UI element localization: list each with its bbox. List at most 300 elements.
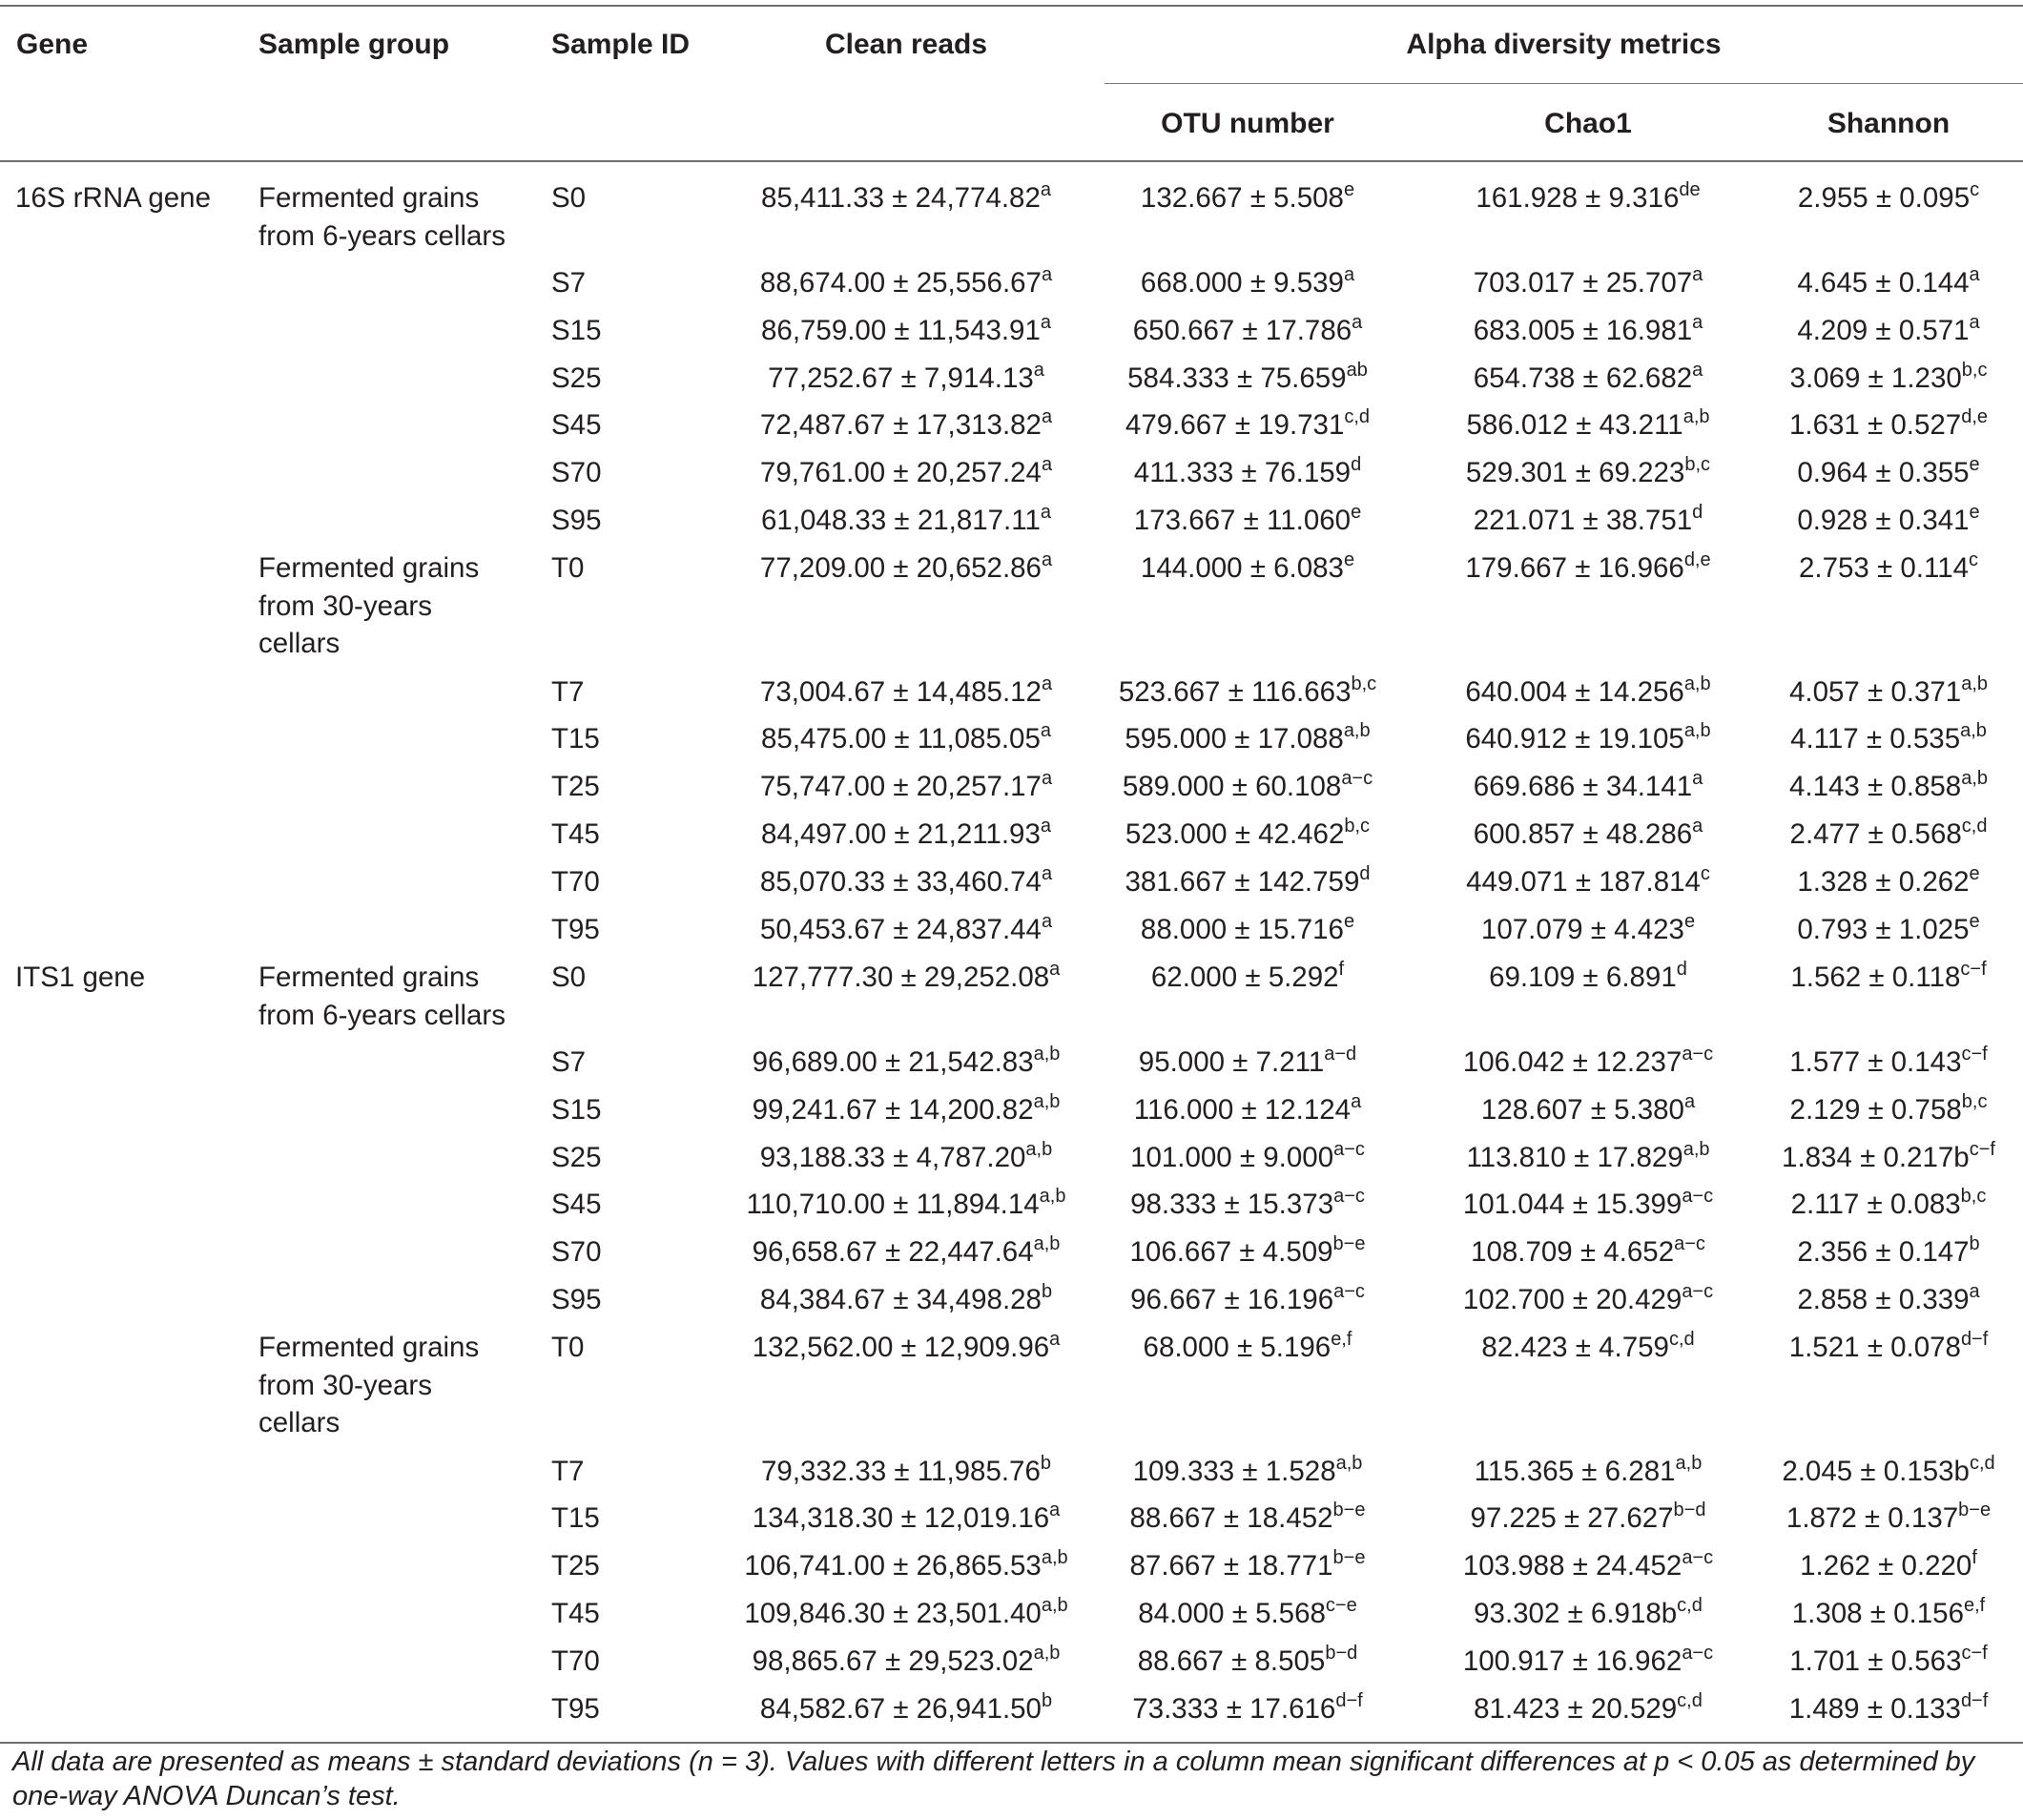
otu-number-cell <box>1104 1139 1391 1177</box>
clean-reads-cell-significance-letter: a <box>1041 673 1053 695</box>
clean-reads-cell-significance-letter: a <box>1049 1499 1061 1521</box>
shannon-cell-value: 2.117 ± 0.083 <box>1790 1189 1961 1220</box>
shannon-cell <box>1745 911 2023 949</box>
chao1-cell-significance-letter: a <box>1683 1091 1696 1113</box>
chao1-cell-significance-letter: d <box>1692 502 1703 524</box>
chao1-cell-significance-letter: d <box>1676 959 1687 981</box>
otu-number-cell <box>1104 502 1391 540</box>
shannon-cell <box>1745 454 2023 492</box>
chao1-cell-significance-letter: e <box>1683 911 1696 933</box>
otu-number-cell-value: 668.000 ± 9.539 <box>1140 267 1344 299</box>
shannon-cell-value: 2.129 ± 0.758 <box>1789 1094 1962 1126</box>
chao1-cell-significance-letter: c <box>1700 863 1710 885</box>
alpha-group-underline <box>1104 83 2023 84</box>
chao1-cell <box>1421 673 1755 712</box>
shannon-cell-value: 1.562 ± 0.118 <box>1790 962 1961 993</box>
shannon-cell <box>1745 1595 2023 1633</box>
sample-id: T45 <box>551 1598 600 1629</box>
clean-reads-cell-significance-letter: a <box>1041 768 1053 790</box>
sample-id: T95 <box>551 914 600 945</box>
otu-number-cell-significance-letter: a,b <box>1343 720 1371 742</box>
chao1-cell-value: 82.423 ± 4.759 <box>1481 1332 1669 1363</box>
chao1-cell-value: 103.988 ± 24.452 <box>1462 1550 1682 1582</box>
chao1-cell-significance-letter: c,d <box>1677 1690 1703 1712</box>
otu-number-cell-significance-letter: a−d <box>1324 1044 1357 1065</box>
shannon-cell-significance-letter: e <box>1969 454 1980 476</box>
chao1-cell-significance-letter: a−c <box>1682 1186 1714 1208</box>
otu-number-cell-value: 98.333 ± 15.373 <box>1130 1189 1334 1220</box>
gene-label: ITS1 gene <box>15 962 146 993</box>
shannon-cell <box>1745 1139 2023 1177</box>
shannon-cell-value: 2.753 ± 0.114 <box>1798 552 1970 584</box>
chao1-cell <box>1421 1281 1755 1319</box>
chao1-cell <box>1421 1499 1755 1538</box>
clean-reads-cell-value: 86,759.00 ± 11,543.91 <box>761 315 1041 346</box>
otu-number-cell-value: 523.667 ± 116.663 <box>1118 676 1352 708</box>
chao1-cell <box>1421 1139 1755 1177</box>
clean-reads-cell <box>734 959 1078 997</box>
chao1-cell <box>1421 1643 1755 1681</box>
shannon-cell <box>1745 264 2023 302</box>
otu-number-cell <box>1104 406 1391 445</box>
clean-reads-cell <box>734 360 1078 398</box>
otu-number-cell <box>1104 959 1391 997</box>
shannon-cell-significance-letter: c−f <box>1960 959 1987 981</box>
shannon-cell-value: 4.645 ± 0.144 <box>1797 267 1970 299</box>
otu-number-cell <box>1104 1643 1391 1681</box>
clean-reads-cell-value: 88,674.00 ± 25,556.67 <box>759 267 1042 299</box>
sample-id: T25 <box>551 771 600 802</box>
shannon-cell-significance-letter: e <box>1969 502 1980 524</box>
shannon-cell-significance-letter: c <box>1970 179 1980 201</box>
chao1-cell-significance-letter: c,d <box>1668 1329 1695 1351</box>
shannon-cell-significance-letter: c−f <box>1961 1044 1988 1065</box>
chao1-cell-value: 654.738 ± 62.682 <box>1473 362 1693 394</box>
shannon-cell-significance-letter: a,b <box>1961 673 1989 695</box>
otu-number-cell-value: 411.333 ± 76.159 <box>1133 457 1352 488</box>
otu-number-cell-significance-letter: a <box>1352 312 1363 334</box>
clean-reads-cell-value: 85,070.33 ± 33,460.74 <box>759 866 1042 898</box>
chao1-cell-value: 108.709 ± 4.652 <box>1471 1236 1675 1268</box>
top-rule <box>0 5 2023 7</box>
chao1-cell <box>1421 863 1755 901</box>
otu-number-cell-value: 88.667 ± 8.505 <box>1137 1645 1326 1677</box>
clean-reads-cell <box>734 502 1078 540</box>
otu-number-cell <box>1104 1547 1391 1585</box>
clean-reads-cell <box>734 1044 1078 1082</box>
otu-number-cell-value: 479.667 ± 19.731 <box>1125 409 1345 441</box>
chao1-cell-value: 640.004 ± 14.256 <box>1465 676 1684 708</box>
otu-number-cell-significance-letter: b,c <box>1344 816 1371 838</box>
chao1-cell-value: 600.857 ± 48.286 <box>1473 818 1693 850</box>
shannon-cell-significance-letter: b−e <box>1958 1499 1992 1521</box>
shannon-cell <box>1745 1499 2023 1538</box>
sample-id: T70 <box>551 1645 600 1677</box>
clean-reads-cell-significance-letter: a,b <box>1041 1595 1068 1617</box>
chao1-cell-value: 100.917 ± 16.962 <box>1462 1645 1682 1677</box>
chao1-cell-value: 221.071 ± 38.751 <box>1473 505 1693 536</box>
chao1-cell-value: 586.012 ± 43.211 <box>1466 409 1683 441</box>
sample-id: T7 <box>551 1456 585 1487</box>
clean-reads-cell-value: 99,241.67 ± 14,200.82 <box>752 1094 1034 1126</box>
clean-reads-cell <box>734 1595 1078 1633</box>
clean-reads-cell-significance-letter: a,b <box>1033 1643 1061 1665</box>
header-shannon: Shannon <box>1827 108 1951 139</box>
shannon-cell <box>1745 1643 2023 1681</box>
sample-id: S0 <box>551 962 587 993</box>
clean-reads-cell <box>734 1281 1078 1319</box>
shannon-cell-value: 1.872 ± 0.137 <box>1786 1502 1959 1534</box>
otu-number-cell <box>1104 1329 1391 1367</box>
chao1-cell-value: 115.365 ± 6.281 <box>1474 1456 1676 1487</box>
header-sample-group: Sample group <box>258 29 450 60</box>
sample-id: T15 <box>551 1502 600 1534</box>
shannon-cell-value: 0.928 ± 0.341 <box>1797 505 1970 536</box>
shannon-cell-value: 2.356 ± 0.147 <box>1797 1236 1970 1268</box>
clean-reads-cell <box>734 673 1078 712</box>
clean-reads-cell <box>734 179 1078 217</box>
otu-number-cell <box>1104 179 1391 217</box>
chao1-cell-significance-letter: a,b <box>1683 673 1711 695</box>
otu-number-cell <box>1104 720 1391 758</box>
clean-reads-cell <box>734 816 1078 854</box>
shannon-cell <box>1745 816 2023 854</box>
shannon-cell-significance-letter: c,d <box>1961 816 1988 838</box>
chao1-cell <box>1421 1690 1755 1728</box>
chao1-cell <box>1421 406 1755 445</box>
clean-reads-cell-significance-letter: a,b <box>1033 1091 1061 1113</box>
shannon-cell <box>1745 312 2023 350</box>
chao1-cell-value: 703.017 ± 25.707 <box>1473 267 1693 299</box>
clean-reads-cell-significance-letter: a <box>1041 911 1053 933</box>
chao1-cell <box>1421 454 1755 492</box>
clean-reads-cell <box>734 406 1078 445</box>
clean-reads-cell-value: 61,048.33 ± 21,817.11 <box>761 505 1041 536</box>
otu-number-cell <box>1104 1690 1391 1728</box>
shannon-cell-value: 2.045 ± 0.153b <box>1782 1456 1970 1487</box>
otu-number-cell <box>1104 1453 1391 1491</box>
clean-reads-cell <box>734 768 1078 806</box>
otu-number-cell <box>1104 312 1391 350</box>
sample-id: S0 <box>551 182 587 214</box>
shannon-cell-significance-letter: d−f <box>1960 1329 1989 1351</box>
otu-number-cell-value: 88.000 ± 15.716 <box>1140 914 1344 945</box>
shannon-cell <box>1745 1044 2023 1082</box>
chao1-cell-significance-letter: a,b <box>1682 1139 1710 1161</box>
clean-reads-cell-value: 127,777.30 ± 29,252.08 <box>752 962 1050 993</box>
clean-reads-cell-significance-letter: a <box>1041 863 1053 885</box>
clean-reads-cell-significance-letter: a <box>1040 816 1051 838</box>
clean-reads-cell-significance-letter: a <box>1040 720 1051 742</box>
clean-reads-cell-value: 79,332.33 ± 11,985.76 <box>761 1456 1041 1487</box>
shannon-cell-significance-letter: a,b <box>1960 720 1987 742</box>
chao1-cell-significance-letter: de <box>1679 179 1701 201</box>
clean-reads-cell-value: 79,761.00 ± 20,257.24 <box>759 457 1042 488</box>
shannon-cell <box>1745 179 2023 217</box>
otu-number-cell-value: 62.000 ± 5.292 <box>1150 962 1339 993</box>
chao1-cell-significance-letter: a <box>1692 312 1703 334</box>
clean-reads-cell-value: 134,318.30 ± 12,019.16 <box>752 1502 1050 1534</box>
shannon-cell-significance-letter: c,d <box>1969 1453 1995 1475</box>
clean-reads-cell-significance-letter: a <box>1040 179 1051 201</box>
clean-reads-cell-significance-letter: a <box>1033 360 1044 382</box>
chao1-cell-value: 107.079 ± 4.423 <box>1480 914 1684 945</box>
sample-id: T45 <box>551 818 600 850</box>
shannon-cell-value: 2.858 ± 0.339 <box>1797 1284 1970 1315</box>
clean-reads-cell-significance-letter: a <box>1041 264 1053 286</box>
header-otu-number: OTU number <box>1161 108 1334 139</box>
clean-reads-cell-value: 77,252.67 ± 7,914.13 <box>768 362 1034 394</box>
clean-reads-cell <box>734 1643 1078 1681</box>
otu-number-cell-significance-letter: d−f <box>1335 1690 1363 1712</box>
chao1-cell <box>1421 1233 1755 1272</box>
otu-number-cell-value: 381.667 ± 142.759 <box>1125 866 1360 898</box>
shannon-cell <box>1745 1547 2023 1585</box>
clean-reads-cell <box>734 1690 1078 1728</box>
clean-reads-cell-value: 84,384.67 ± 34,498.28 <box>759 1284 1042 1315</box>
shannon-cell <box>1745 1690 2023 1728</box>
sample-id: T0 <box>551 1332 585 1363</box>
chao1-cell <box>1421 1453 1755 1491</box>
chao1-cell <box>1421 549 1755 588</box>
otu-number-cell-value: 144.000 ± 6.083 <box>1140 552 1344 584</box>
clean-reads-cell-value: 73,004.67 ± 14,485.12 <box>759 676 1042 708</box>
chao1-cell-significance-letter: a,b <box>1682 406 1710 428</box>
otu-number-cell <box>1104 911 1391 949</box>
chao1-cell-value: 69.109 ± 6.891 <box>1489 962 1677 993</box>
chao1-cell <box>1421 911 1755 949</box>
otu-number-cell-value: 523.000 ± 42.462 <box>1125 818 1345 850</box>
otu-number-cell-significance-letter: b−e <box>1332 1233 1366 1255</box>
otu-number-cell <box>1104 1281 1391 1319</box>
bottom-rule <box>0 1742 2023 1744</box>
header-alpha-diversity: Alpha diversity metrics <box>1406 29 1722 60</box>
clean-reads-cell-value: 72,487.67 ± 17,313.82 <box>759 409 1042 441</box>
chao1-cell-value: 106.042 ± 12.237 <box>1462 1046 1682 1078</box>
clean-reads-cell-value: 110,710.00 ± 11,894.14 <box>746 1189 1040 1220</box>
otu-number-cell-significance-letter: a−c <box>1333 1186 1365 1208</box>
sample-group-label: Fermented grains from 6-years cellars <box>258 182 506 252</box>
clean-reads-cell <box>734 863 1078 901</box>
otu-number-cell-significance-letter: e <box>1343 911 1355 933</box>
otu-number-cell <box>1104 1044 1391 1082</box>
clean-reads-cell <box>734 1091 1078 1129</box>
clean-reads-cell <box>734 312 1078 350</box>
shannon-cell <box>1745 1453 2023 1491</box>
header-chao1: Chao1 <box>1544 108 1632 139</box>
otu-number-cell-significance-letter: b−d <box>1325 1643 1358 1665</box>
sample-id: T15 <box>551 723 600 755</box>
shannon-cell-value: 4.117 ± 0.535 <box>1790 723 1961 755</box>
clean-reads-cell-value: 109,846.30 ± 23,501.40 <box>744 1598 1042 1629</box>
clean-reads-cell <box>734 1329 1078 1367</box>
shannon-cell <box>1745 768 2023 806</box>
clean-reads-cell <box>734 264 1078 302</box>
clean-reads-cell-significance-letter: a,b <box>1039 1186 1066 1208</box>
otu-number-cell-value: 116.000 ± 12.124 <box>1133 1094 1352 1126</box>
chao1-cell-value: 101.044 ± 15.399 <box>1462 1189 1682 1220</box>
chao1-cell-significance-letter: a,b <box>1675 1453 1703 1475</box>
otu-number-cell-significance-letter: d <box>1351 454 1362 476</box>
chao1-cell <box>1421 1329 1755 1367</box>
clean-reads-cell-value: 85,475.00 ± 11,085.05 <box>761 723 1041 755</box>
clean-reads-cell <box>734 1139 1078 1177</box>
chao1-cell-significance-letter: a <box>1692 816 1703 838</box>
otu-number-cell <box>1104 549 1391 588</box>
clean-reads-cell-value: 96,658.67 ± 22,447.64 <box>752 1236 1034 1268</box>
sample-group-label: Fermented grains from 30-years cellars <box>258 552 480 659</box>
otu-number-cell <box>1104 816 1391 854</box>
otu-number-cell-value: 87.667 ± 18.771 <box>1129 1550 1333 1582</box>
shannon-cell-value: 0.793 ± 1.025 <box>1797 914 1970 945</box>
chao1-cell-significance-letter: a <box>1692 768 1703 790</box>
chao1-cell <box>1421 360 1755 398</box>
sample-id: S25 <box>551 362 602 394</box>
chao1-cell-value: 81.423 ± 20.529 <box>1474 1693 1678 1725</box>
otu-number-cell-value: 95.000 ± 7.211 <box>1138 1046 1325 1078</box>
otu-number-cell-significance-letter: a−c <box>1341 768 1373 790</box>
clean-reads-cell-significance-letter: a <box>1040 502 1051 524</box>
clean-reads-cell-significance-letter: b <box>1040 1453 1051 1475</box>
sample-id: S70 <box>551 457 602 488</box>
otu-number-cell-significance-letter: b−e <box>1332 1499 1366 1521</box>
shannon-cell-significance-letter: a,b <box>1961 768 1989 790</box>
clean-reads-cell-significance-letter: b <box>1041 1281 1053 1303</box>
table-footnote: All data are presented as means ± standard deviations (n = 3). Values with different letters in a column mean significant differences at p < 0.05 as determined by one-way ANOVA Duncan’s test. <box>12 1747 1975 1811</box>
clean-reads-cell <box>734 1453 1078 1491</box>
chao1-cell-significance-letter: a <box>1692 264 1703 286</box>
shannon-cell-value: 1.577 ± 0.143 <box>1789 1046 1962 1078</box>
shannon-cell-value: 0.964 ± 0.355 <box>1797 457 1970 488</box>
otu-number-cell <box>1104 264 1391 302</box>
otu-number-cell-significance-letter: a <box>1343 264 1355 286</box>
otu-number-cell-significance-letter: c−e <box>1325 1595 1357 1617</box>
otu-number-cell-value: 101.000 ± 9.000 <box>1130 1142 1334 1173</box>
clean-reads-cell <box>734 454 1078 492</box>
chao1-cell <box>1421 1186 1755 1224</box>
clean-reads-cell-value: 75,747.00 ± 20,257.17 <box>759 771 1042 802</box>
otu-number-cell-significance-letter: a−c <box>1333 1139 1365 1161</box>
sample-id: S45 <box>551 409 602 441</box>
otu-number-cell-significance-letter: f <box>1338 959 1345 981</box>
chao1-cell-significance-letter: b,c <box>1684 454 1711 476</box>
chao1-cell-value: 97.225 ± 27.627 <box>1470 1502 1674 1534</box>
otu-number-cell-value: 96.667 ± 16.196 <box>1130 1284 1334 1315</box>
chao1-cell-significance-letter: a−c <box>1682 1547 1714 1569</box>
clean-reads-cell <box>734 1186 1078 1224</box>
clean-reads-cell-value: 96,689.00 ± 21,542.83 <box>752 1046 1034 1078</box>
header-gene: Gene <box>16 29 89 60</box>
clean-reads-cell <box>734 1233 1078 1272</box>
chao1-cell-significance-letter: a <box>1692 360 1703 382</box>
otu-number-cell-value: 88.667 ± 18.452 <box>1129 1502 1333 1534</box>
otu-number-cell <box>1104 1186 1391 1224</box>
clean-reads-cell-value: 77,209.00 ± 20,652.86 <box>759 552 1042 584</box>
chao1-cell <box>1421 816 1755 854</box>
sample-id: S95 <box>551 505 602 536</box>
chao1-cell-significance-letter: d,e <box>1683 549 1711 571</box>
chao1-cell <box>1421 1547 1755 1585</box>
shannon-cell-value: 3.069 ± 1.230 <box>1789 362 1962 394</box>
shannon-cell-value: 1.631 ± 0.527 <box>1788 409 1962 441</box>
clean-reads-cell <box>734 549 1078 588</box>
shannon-cell <box>1745 1186 2023 1224</box>
sample-id: T0 <box>551 552 585 584</box>
otu-number-cell-significance-letter: b−e <box>1332 1547 1366 1569</box>
chao1-cell <box>1421 1595 1755 1633</box>
chao1-cell <box>1421 1091 1755 1129</box>
shannon-cell-significance-letter: e <box>1969 863 1980 885</box>
chao1-cell-value: 640.912 ± 19.105 <box>1465 723 1684 755</box>
chao1-cell <box>1421 1044 1755 1082</box>
sample-id: S70 <box>551 1236 602 1268</box>
chao1-cell <box>1421 264 1755 302</box>
chao1-cell-value: 179.667 ± 16.966 <box>1465 552 1684 584</box>
clean-reads-cell-significance-letter: a <box>1041 549 1053 571</box>
otu-number-cell-significance-letter: a,b <box>1335 1453 1363 1475</box>
shannon-cell-significance-letter: b,c <box>1961 1091 1988 1113</box>
otu-number-cell-value: 109.333 ± 1.528 <box>1132 1456 1336 1487</box>
chao1-cell-significance-letter: a,b <box>1683 720 1711 742</box>
otu-number-cell-value: 589.000 ± 60.108 <box>1122 771 1342 802</box>
clean-reads-cell-value: 50,453.67 ± 24,837.44 <box>759 914 1042 945</box>
otu-number-cell-significance-letter: ab <box>1346 360 1368 382</box>
shannon-cell-significance-letter: c <box>1969 549 1979 571</box>
shannon-cell-significance-letter: a <box>1969 312 1980 334</box>
clean-reads-cell-value: 93,188.33 ± 4,787.20 <box>759 1142 1026 1173</box>
clean-reads-cell-significance-letter: a <box>1041 406 1053 428</box>
shannon-cell <box>1745 1329 2023 1367</box>
sample-id: S7 <box>551 267 587 299</box>
header-sample-id: Sample ID <box>551 29 691 60</box>
shannon-cell-value: 1.262 ± 0.220 <box>1800 1550 1972 1582</box>
otu-number-cell-significance-letter: a <box>1351 1091 1362 1113</box>
clean-reads-cell-value: 84,497.00 ± 21,211.93 <box>761 818 1041 850</box>
chao1-cell-value: 113.810 ± 17.829 <box>1466 1142 1683 1173</box>
shannon-cell-value: 2.477 ± 0.568 <box>1789 818 1962 850</box>
chao1-cell-value: 161.928 ± 9.316 <box>1476 182 1680 214</box>
chao1-cell-value: 102.700 ± 20.429 <box>1462 1284 1682 1315</box>
shannon-cell-value: 1.489 ± 0.133 <box>1788 1693 1961 1725</box>
otu-number-cell-significance-letter: a−c <box>1333 1281 1365 1303</box>
otu-number-cell-significance-letter: e,f <box>1331 1329 1352 1351</box>
shannon-cell-significance-letter: b <box>1969 1233 1980 1255</box>
shannon-cell <box>1745 502 2023 540</box>
sample-id: T70 <box>551 866 600 898</box>
clean-reads-cell-significance-letter: a,b <box>1033 1044 1061 1065</box>
shannon-cell-significance-letter: e <box>1969 911 1980 933</box>
chao1-cell <box>1421 720 1755 758</box>
clean-reads-cell <box>734 1547 1078 1585</box>
clean-reads-cell <box>734 720 1078 758</box>
sample-id: S7 <box>551 1046 587 1078</box>
shannon-cell-value: 4.143 ± 0.858 <box>1788 771 1962 802</box>
shannon-cell-significance-letter: e,f <box>1963 1595 1986 1617</box>
clean-reads-cell-significance-letter: a,b <box>1033 1233 1061 1255</box>
chao1-cell <box>1421 312 1755 350</box>
sample-id: T7 <box>551 676 585 708</box>
otu-number-cell <box>1104 768 1391 806</box>
shannon-cell <box>1745 360 2023 398</box>
shannon-cell <box>1745 1091 2023 1129</box>
otu-number-cell <box>1104 1233 1391 1272</box>
clean-reads-cell-value: 132,562.00 ± 12,909.96 <box>752 1332 1050 1363</box>
otu-number-cell-significance-letter: c,d <box>1344 406 1371 428</box>
shannon-cell <box>1745 1233 2023 1272</box>
chao1-cell-value: 93.302 ± 6.918b <box>1474 1598 1678 1629</box>
chao1-cell <box>1421 768 1755 806</box>
otu-number-cell-significance-letter: e <box>1343 549 1355 571</box>
